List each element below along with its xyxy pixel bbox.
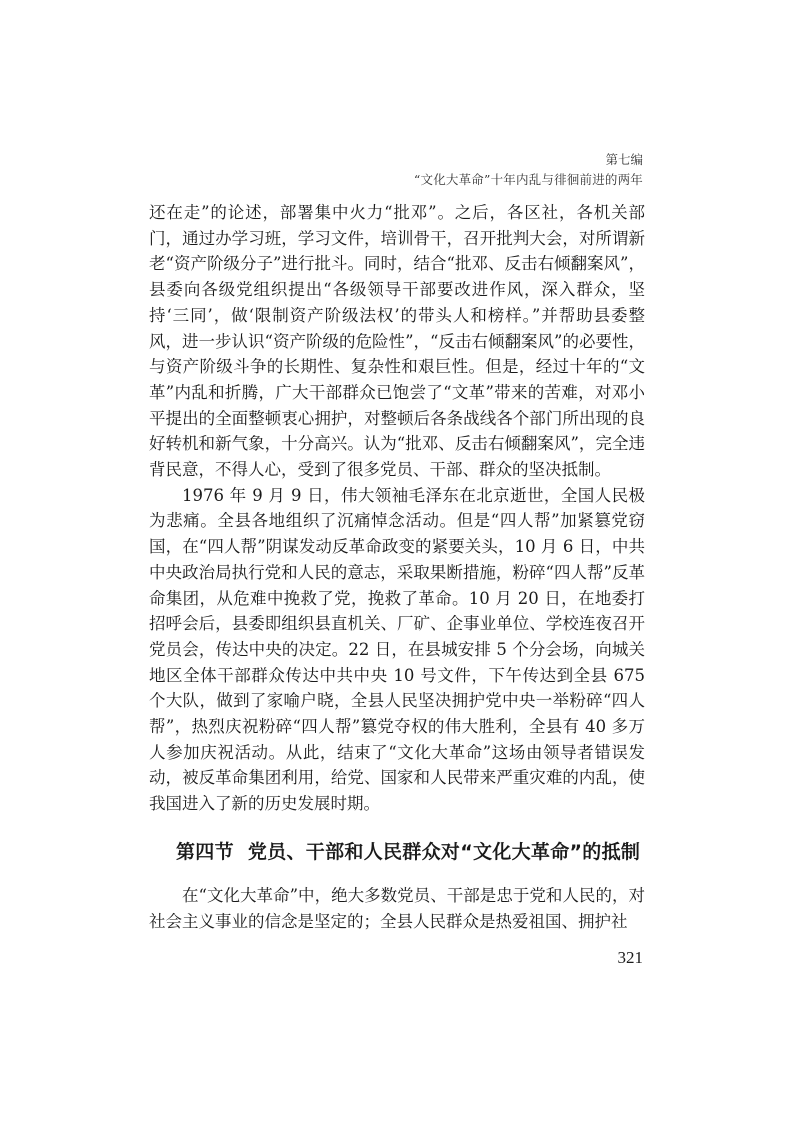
header-part-title: “文化大革命”十年内乱与徘徊前进的两年 (413, 172, 643, 187)
body-paragraph: 1976 年 9 月 9 日，伟大领袖毛泽东在北京逝世，全国人民极为悲痛。全县各地组织了沉痛悼念活动。但是“四人帮”加紧篡党窃国，在“四人帮”阴谋发动反革命政变的紧要关头，10 月 6 日，中共中央政治局执行党和人民的意志，采取果断措施，粉碎“四人帮”反革命集团，从危难中挽救了党，挽救了革命。10 月 20 日，在地委打招呼会后，县委即组织县直机关、厂矿、企事业单位、学校连夜召开党员会，传达中央的决定。22 日，在县城安排 5 个分会场，向城关地区全体干部群众传达中共中央 10 号文件，下午传达到全县 675 个大队，做到了家喻户晓，全县人民坚决拥护党中央一举粉碎“四人帮”，热烈庆祝粉碎“四人帮”篡党夺权的伟大胜利，全县有 40 多万人参加庆祝活动。从此，结束了“文化大革命”这场由领导者错误发动，被反革命集团利用，给党、国家和人民带来严重灾难的内乱，使我国进入了新的历史发展时期。 (149, 485, 645, 814)
section-heading (176, 838, 645, 866)
section-number: 第四节 (176, 841, 234, 863)
running-header (414, 150, 643, 190)
main-body-text (149, 200, 645, 817)
section-title: 党员、干部和人民群众对“文化大革命”的抵制 (247, 841, 641, 863)
header-part: 第七编 (605, 152, 643, 167)
page-number: 321 (617, 948, 643, 967)
section-paragraph: 在“文化大革命”中，绝大多数党员、干部是忠于党和人民的，对社会主义事业的信念是坚定的；全县人民群众是热爱祖国、拥护社 (149, 886, 645, 931)
section-body-text (149, 883, 645, 934)
body-paragraph-continued: 还在走”的论述，部署集中火力“批邓”。之后，各区社，各机关部门，通过办学习班，学习文件，培训骨干，召开批判大会，对所谓新老“资产阶级分子”进行批斗。同时，结合“批邓、反击右倾翻案风”，县委向各级党组织提出“各级领导干部要改进作风，深入群众，坚持‘三同’，做‘限制资产阶级法权’的带头人和榜样。”并帮助县委整风，进一步认识“资产阶级的危险性”，“反击右倾翻案风”的必要性，与资产阶级斗争的长期性、复杂性和艰巨性。但是，经过十年的“文革”内乱和折腾，广大干部群众已饱尝了“文革”带来的苦难，对邓小平提出的全面整顿衷心拥护，对整顿后各条战线各个部门所出现的良好转机和新气象，十分高兴。认为“批邓、反击右倾翻案风”，完全违背民意，不得人心，受到了很多党员、干部、群众的坚决抵制。 (149, 203, 645, 480)
